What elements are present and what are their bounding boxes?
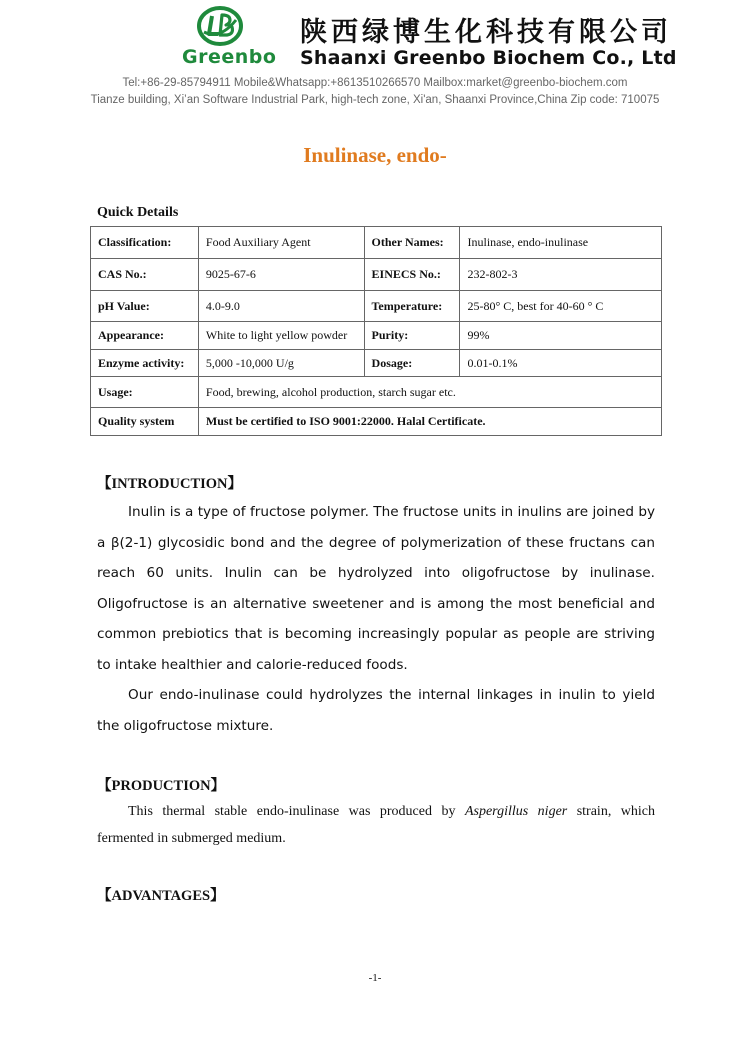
table-row (91, 350, 662, 377)
einecs-label: EINECS No.: (364, 259, 460, 291)
quality-system-value: Must be certified to ISO 9001:22000. Halal Certificate. (198, 408, 661, 436)
cas-label: CAS No.: (91, 259, 199, 291)
table-row (91, 408, 662, 436)
contact-line: Tel:+86-29-85794911 Mobile&Whatsapp:+8613510266570 Mailbox:market@greenbo-biochem.com (122, 77, 628, 89)
advantages-heading: 【ADVANTAGES】 (97, 888, 225, 904)
table-row (91, 377, 662, 408)
table-row (91, 322, 662, 350)
greenbo-logo-icon (196, 6, 244, 46)
company-name-english: Shaanxi Greenbo Biochem Co., Ltd (300, 47, 677, 69)
purity-value: 99% (460, 322, 662, 350)
purity-label: Purity: (364, 322, 460, 350)
page-number: -1- (368, 972, 382, 984)
einecs-value: 232-802-3 (460, 259, 662, 291)
other-names-value: Inulinase, endo-inulinase (460, 227, 662, 259)
letterhead (0, 0, 750, 110)
cas-value: 9025-67-6 (198, 259, 364, 291)
appearance-label: Appearance: (91, 322, 199, 350)
ph-value: 4.0-9.0 (198, 291, 364, 322)
production-heading: 【PRODUCTION】 (97, 778, 226, 794)
appearance-value: White to light yellow powder (198, 322, 364, 350)
temperature-label: Temperature: (364, 291, 460, 322)
introduction-heading: 【INTRODUCTION】 (97, 476, 243, 492)
company-logo (182, 6, 277, 72)
company-name-chinese: 陕西绿博生化科技有限公司 (300, 17, 672, 48)
introduction-paragraph-2: Our endo-inulinase could hydrolyzes the internal linkages in inulin to yield the oligofructose mixture. (97, 687, 655, 734)
dosage-label: Dosage: (364, 350, 460, 377)
enzyme-activity-label: Enzyme activity: (91, 350, 199, 377)
quick-details-label: Quick Details (97, 205, 179, 220)
production-paragraph (97, 798, 655, 852)
temperature-value: 25-80° C, best for 40-60 ° C (460, 291, 662, 322)
classification-label: Classification: (91, 227, 199, 259)
table-row (91, 291, 662, 322)
product-title: Inulinase, endo- (303, 143, 447, 167)
quick-details-table (90, 226, 662, 436)
species-name: Aspergillus niger (464, 804, 568, 819)
usage-value: Food, brewing, alcohol production, starch sugar etc. (198, 377, 661, 408)
production-text-after: strain, which fermented in submerged medium. (97, 804, 656, 846)
ph-label: pH Value: (91, 291, 199, 322)
usage-label: Usage: (91, 377, 199, 408)
address-line: Tianze building, Xi’an Software Industrial Park, high-tech zone, Xi'an, Shaanxi Province,China Zip code: 710075 (90, 94, 660, 106)
table-row (91, 259, 662, 291)
table-row (91, 227, 662, 259)
quality-system-label: Quality system (91, 408, 199, 436)
dosage-value: 0.01-0.1% (460, 350, 662, 377)
classification-value: Food Auxiliary Agent (198, 227, 364, 259)
production-text-before: This thermal stable endo-inulinase was produced by (128, 804, 465, 819)
introduction-paragraph-1: Inulin is a type of fructose polymer. The fructose units in inulins are joined by a β(2-1) glycosidic bond and the degree of polymerization of these fructans can reach 60 units. Inulin can be hydrolyzed into oligofructose by inulinase. Oligofructose is an alternative sweetener and is among the most beneficial and common prebiotics that is becoming increasingly popular as people are striving to intake healthier and calorie-reduced foods. (97, 504, 655, 673)
enzyme-activity-value: 5,000 -10,000 U/g (198, 350, 364, 377)
logo-wordmark: Greenbo (182, 46, 277, 68)
other-names-label: Other Names: (364, 227, 460, 259)
